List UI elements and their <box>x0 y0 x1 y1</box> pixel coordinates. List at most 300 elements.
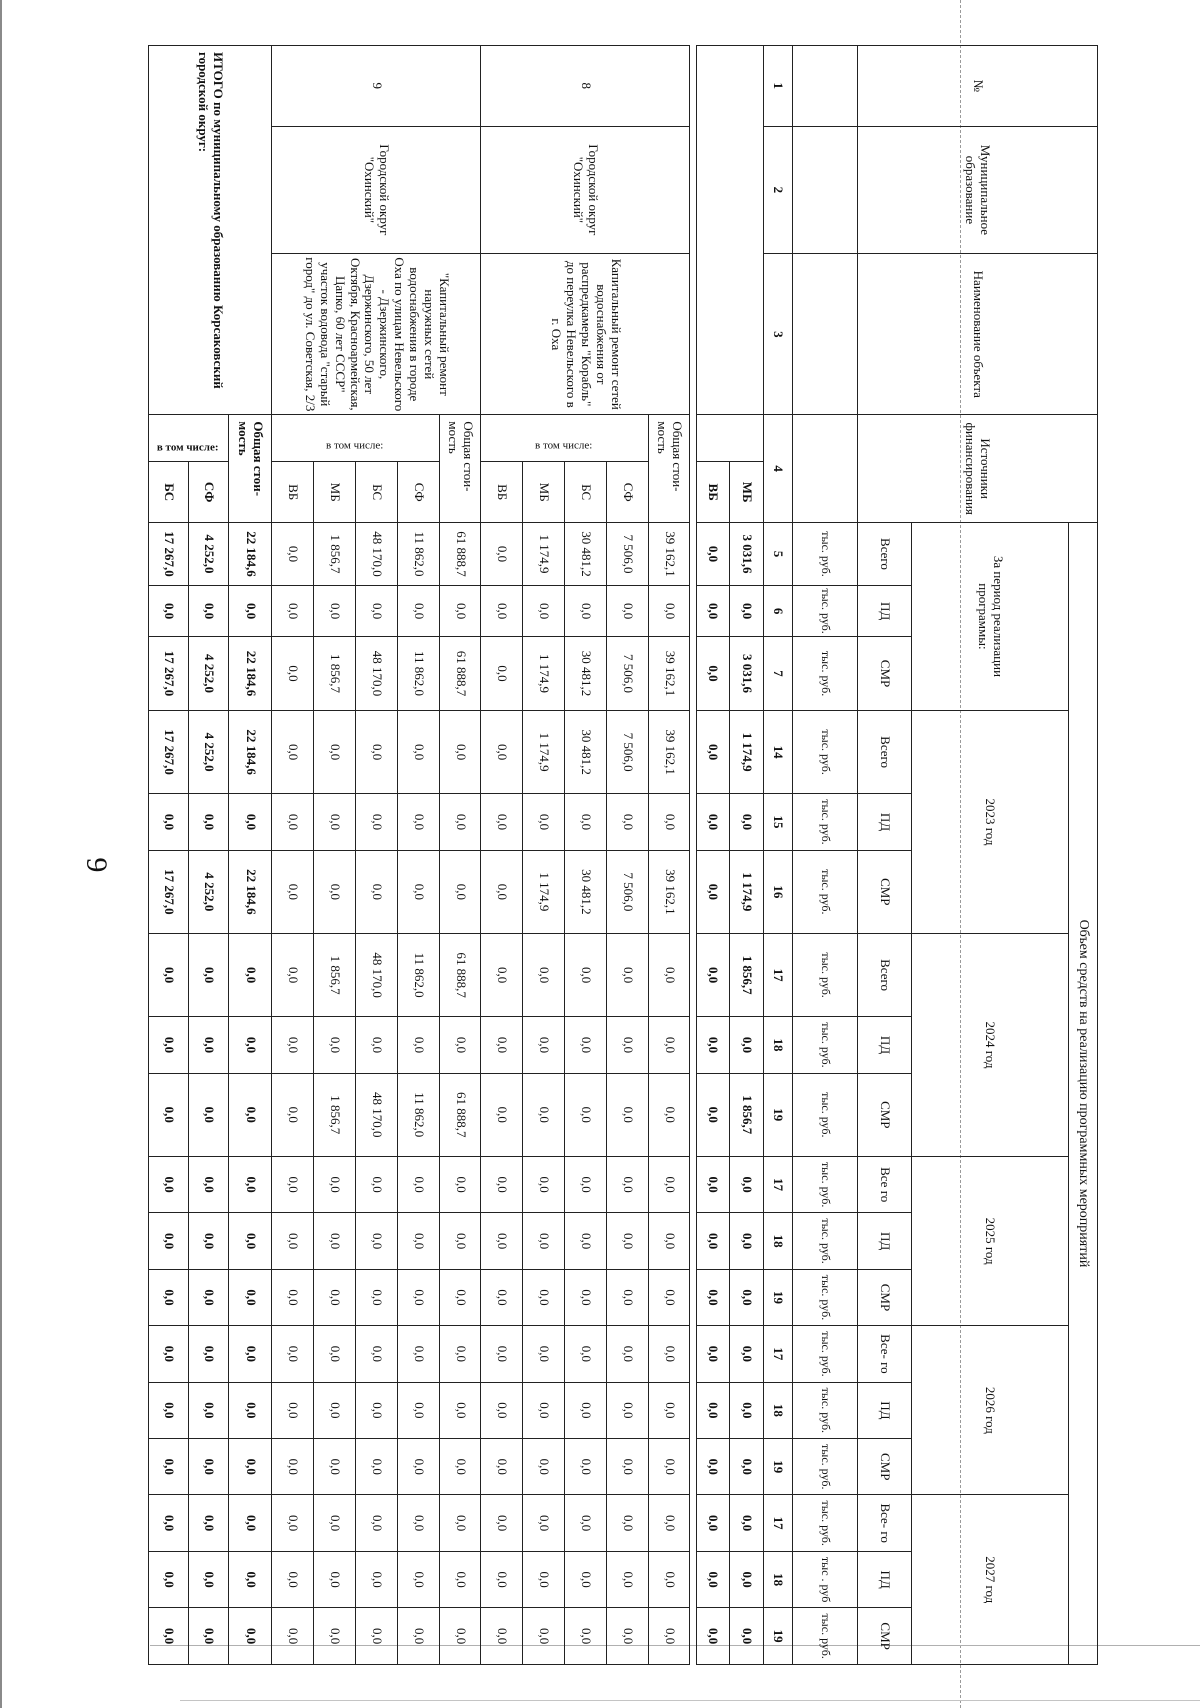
value-cell: 0,0 <box>314 794 356 850</box>
value-cell: 0,0 <box>397 586 439 637</box>
value-cell: 0,0 <box>149 1326 189 1382</box>
value-cell: 0,0 <box>272 1073 314 1156</box>
value-cell: 0,0 <box>272 933 314 1016</box>
value-cell: 0,0 <box>149 933 189 1016</box>
unit-cell: тыс. руб. <box>792 1326 857 1382</box>
value-cell: 0,0 <box>565 933 607 1016</box>
value-cell: 0,0 <box>696 1156 729 1212</box>
value-cell: 0,0 <box>272 1017 314 1073</box>
column-number: 14 <box>763 710 792 793</box>
value-cell: 0,0 <box>730 1213 763 1269</box>
value-cell: 0,0 <box>228 1213 272 1269</box>
header-vsego: Всего <box>857 933 911 1016</box>
column-number: 19 <box>763 1073 792 1156</box>
total-cost-label: Общая стои- мость <box>648 415 690 522</box>
value-cell: 0,0 <box>149 1017 189 1073</box>
units-row <box>792 46 857 1665</box>
value-cell: 7 506,0 <box>606 850 648 933</box>
value-cell: 0,0 <box>439 1156 481 1212</box>
value-cell: 0,0 <box>696 637 729 711</box>
value-cell: 0,0 <box>188 1439 228 1495</box>
value-cell: 30 481,2 <box>565 522 607 585</box>
value-cell: 0,0 <box>397 1156 439 1212</box>
value-cell: 0,0 <box>648 1073 690 1156</box>
value-cell: 0,0 <box>149 1156 189 1212</box>
value-cell: 0,0 <box>149 1439 189 1495</box>
unit-cell: тыс. руб. <box>792 933 857 1016</box>
total-cost-label: Общая стои- мость <box>439 415 481 522</box>
value-cell: 0,0 <box>314 1326 356 1382</box>
value-cell: 0,0 <box>272 1439 314 1495</box>
value-cell: 0,0 <box>696 933 729 1016</box>
value-cell: 0,0 <box>314 1551 356 1607</box>
value-cell: 0,0 <box>228 1608 272 1665</box>
value-cell: 0,0 <box>481 710 523 793</box>
in-that-number-text: в том числе: <box>535 439 593 452</box>
value-cell: 0,0 <box>272 1213 314 1269</box>
value-cell: 0,0 <box>481 1551 523 1607</box>
continuation-cell <box>696 46 763 415</box>
value-cell: 3 031,6 <box>730 522 763 585</box>
value-cell: 0,0 <box>149 1551 189 1607</box>
value-cell: 0,0 <box>481 1439 523 1495</box>
value-cell: 0,0 <box>188 1156 228 1212</box>
value-cell: 0,0 <box>356 1439 398 1495</box>
value-cell: 0,0 <box>272 637 314 711</box>
value-cell: 0,0 <box>606 1551 648 1607</box>
value-cell: 0,0 <box>523 1382 565 1438</box>
value-cell: 0,0 <box>606 1213 648 1269</box>
value-cell: 0,0 <box>606 1439 648 1495</box>
value-cell: 0,0 <box>481 933 523 1016</box>
unit-cell: тыс. руб. <box>792 850 857 933</box>
unit-cell: тыс. руб. <box>792 586 857 637</box>
value-cell: 1 174,9 <box>523 637 565 711</box>
value-cell: 0,0 <box>314 1608 356 1665</box>
value-cell: 0,0 <box>149 1213 189 1269</box>
header-vsego: Все- го <box>857 1326 911 1382</box>
value-cell: 0,0 <box>188 1326 228 1382</box>
column-number: 4 <box>763 415 792 522</box>
value-cell: 4 252,0 <box>188 710 228 793</box>
in-that-number-text: в том числе: <box>326 439 384 452</box>
value-cell: 30 481,2 <box>565 637 607 711</box>
value-cell: 0,0 <box>397 1213 439 1269</box>
value-cell: 0,0 <box>523 1156 565 1212</box>
header-smr: СМР <box>857 1439 911 1495</box>
value-cell: 0,0 <box>606 1326 648 1382</box>
value-cell: 0,0 <box>272 1382 314 1438</box>
value-cell: 0,0 <box>481 1156 523 1212</box>
in-that-number-label <box>272 415 439 462</box>
value-cell: 0,0 <box>730 1382 763 1438</box>
total-cost-label: Общая стои- мость <box>228 415 272 522</box>
value-cell: 0,0 <box>481 637 523 711</box>
value-cell: 0,0 <box>523 1073 565 1156</box>
header-vsego: Все го <box>857 1156 911 1212</box>
value-cell: 0,0 <box>356 1156 398 1212</box>
value-cell: 0,0 <box>565 1608 607 1665</box>
value-cell: 0,0 <box>272 1551 314 1607</box>
value-cell: 1 174,9 <box>523 850 565 933</box>
value-cell: 61 888,7 <box>439 637 481 711</box>
source-cell: БС <box>149 462 189 522</box>
value-cell: 0,0 <box>481 1269 523 1325</box>
value-cell: 0,0 <box>481 522 523 585</box>
value-cell: 0,0 <box>523 1017 565 1073</box>
value-cell: 0,0 <box>730 1495 763 1551</box>
source-cell: МБ <box>730 462 763 522</box>
value-cell: 0,0 <box>648 794 690 850</box>
table-row <box>730 46 763 1665</box>
value-cell: 0,0 <box>523 794 565 850</box>
value-cell: 11 862,0 <box>397 522 439 585</box>
source-cell: СФ <box>606 462 648 522</box>
header-pd: ПД <box>857 1213 911 1269</box>
value-cell: 0,0 <box>188 1551 228 1607</box>
value-cell: 0,0 <box>228 586 272 637</box>
value-cell: 0,0 <box>188 1608 228 1665</box>
table-row <box>648 46 690 1665</box>
value-cell: 0,0 <box>730 1326 763 1382</box>
value-cell: 61 888,7 <box>439 933 481 1016</box>
header-pd: ПД <box>857 1382 911 1438</box>
value-cell: 0,0 <box>439 1439 481 1495</box>
value-cell: 22 184,6 <box>228 710 272 793</box>
value-cell: 61 888,7 <box>439 1073 481 1156</box>
value-cell: 0,0 <box>523 586 565 637</box>
value-cell: 0,0 <box>648 1269 690 1325</box>
value-cell: 0,0 <box>730 1439 763 1495</box>
value-cell: 0,0 <box>188 1495 228 1551</box>
value-cell: 0,0 <box>481 1608 523 1665</box>
value-cell: 3 031,6 <box>730 637 763 711</box>
column-number: 2 <box>763 126 792 254</box>
value-cell: 0,0 <box>730 1017 763 1073</box>
value-cell: 1 856,7 <box>730 933 763 1016</box>
value-cell: 0,0 <box>730 586 763 637</box>
column-number: 15 <box>763 794 792 850</box>
unit-cell: тыс. руб. <box>792 1156 857 1212</box>
value-cell: 0,0 <box>481 1073 523 1156</box>
value-cell: 0,0 <box>439 1495 481 1551</box>
value-cell: 0,0 <box>523 1551 565 1607</box>
value-cell: 1 856,7 <box>314 1073 356 1156</box>
unit-cell: тыс. руб. <box>792 1017 857 1073</box>
value-cell: 0,0 <box>606 1608 648 1665</box>
header-num: № <box>857 46 1097 127</box>
header-smr: СМР <box>857 850 911 933</box>
value-cell: 0,0 <box>481 1017 523 1073</box>
in-that-number-label <box>481 415 648 462</box>
value-cell: 1 856,7 <box>314 933 356 1016</box>
value-cell: 0,0 <box>356 850 398 933</box>
value-cell: 0,0 <box>565 1269 607 1325</box>
value-cell: 0,0 <box>272 850 314 933</box>
value-cell: 0,0 <box>565 1495 607 1551</box>
page-number: 6 <box>80 857 114 873</box>
value-cell: 0,0 <box>397 1551 439 1607</box>
scan-bottom-line-2 <box>180 1700 1200 1701</box>
value-cell: 0,0 <box>606 586 648 637</box>
value-cell: 0,0 <box>606 933 648 1016</box>
value-cell: 0,0 <box>188 586 228 637</box>
value-cell: 0,0 <box>696 1269 729 1325</box>
column-number: 19 <box>763 1608 792 1665</box>
value-cell: 0,0 <box>314 1382 356 1438</box>
continuation-cell <box>696 415 763 462</box>
value-cell: 0,0 <box>439 1551 481 1607</box>
value-cell: 0,0 <box>397 794 439 850</box>
value-cell: 7 506,0 <box>606 637 648 711</box>
value-cell: 0,0 <box>730 794 763 850</box>
source-cell: МБ <box>314 462 356 522</box>
value-cell: 0,0 <box>149 586 189 637</box>
value-cell: 0,0 <box>149 1608 189 1665</box>
value-cell: 0,0 <box>228 1017 272 1073</box>
source-cell: МБ <box>523 462 565 522</box>
value-cell: 0,0 <box>397 1495 439 1551</box>
value-cell: 0,0 <box>272 522 314 585</box>
value-cell: 0,0 <box>439 1269 481 1325</box>
in-that-number-label <box>149 415 229 462</box>
unit-cell: тыс. руб. <box>792 637 857 711</box>
header-municipality: Муниципальное образование <box>857 126 1097 254</box>
value-cell: 0,0 <box>149 1269 189 1325</box>
spacer-cell <box>690 46 696 1665</box>
column-number: 18 <box>763 1213 792 1269</box>
unit-cell: тыс. руб. <box>792 522 857 585</box>
value-cell: 0,0 <box>272 1495 314 1551</box>
value-cell: 0,0 <box>272 1608 314 1665</box>
value-cell: 11 862,0 <box>397 1073 439 1156</box>
value-cell: 0,0 <box>696 1495 729 1551</box>
header-smr: СМР <box>857 1269 911 1325</box>
value-cell: 4 252,0 <box>188 522 228 585</box>
value-cell: 0,0 <box>523 1439 565 1495</box>
value-cell: 0,0 <box>481 1382 523 1438</box>
value-cell: 39 162,1 <box>648 637 690 711</box>
value-cell: 0,0 <box>481 1213 523 1269</box>
header-pd: ПД <box>857 1017 911 1073</box>
unit-cell: тыс. руб. <box>792 794 857 850</box>
value-cell: 0,0 <box>356 1017 398 1073</box>
value-cell: 0,0 <box>648 1382 690 1438</box>
value-cell: 0,0 <box>188 1073 228 1156</box>
value-cell: 0,0 <box>314 710 356 793</box>
value-cell: 0,0 <box>606 1073 648 1156</box>
value-cell: 7 506,0 <box>606 710 648 793</box>
value-cell: 0,0 <box>397 1608 439 1665</box>
unit-cell: тыс. руб. <box>792 1382 857 1438</box>
value-cell: 0,0 <box>188 1269 228 1325</box>
value-cell: 48 170,0 <box>356 637 398 711</box>
value-cell: 11 862,0 <box>397 933 439 1016</box>
unit-cell: тыс. руб. <box>792 710 857 793</box>
value-cell: 11 862,0 <box>397 637 439 711</box>
value-cell: 0,0 <box>314 1269 356 1325</box>
value-cell: 22 184,6 <box>228 637 272 711</box>
value-cell: 39 162,1 <box>648 850 690 933</box>
header-smr: СМР <box>857 1608 911 1665</box>
value-cell: 0,0 <box>565 1439 607 1495</box>
value-cell: 0,0 <box>356 1326 398 1382</box>
value-cell: 48 170,0 <box>356 522 398 585</box>
unit-cell: тыс. руб. <box>792 1073 857 1156</box>
value-cell: 0,0 <box>439 850 481 933</box>
value-cell: 0,0 <box>606 1156 648 1212</box>
value-cell: 22 184,6 <box>228 522 272 585</box>
value-cell: 0,0 <box>523 1213 565 1269</box>
value-cell: 0,0 <box>314 1439 356 1495</box>
value-cell: 0,0 <box>356 1551 398 1607</box>
value-cell: 17 267,0 <box>149 710 189 793</box>
value-cell: 0,0 <box>730 1269 763 1325</box>
value-cell: 0,0 <box>648 1326 690 1382</box>
column-number: 7 <box>763 637 792 711</box>
value-cell: 0,0 <box>523 1326 565 1382</box>
header-pd: ПД <box>857 1551 911 1607</box>
source-cell: ВБ <box>696 462 729 522</box>
column-number: 19 <box>763 1269 792 1325</box>
row-spacer <box>690 46 696 1665</box>
value-cell: 0,0 <box>356 586 398 637</box>
header-2025: 2025 год <box>911 1156 1068 1325</box>
header-pd: ПД <box>857 794 911 850</box>
value-cell: 0,0 <box>314 1156 356 1212</box>
value-cell: 0,0 <box>439 1213 481 1269</box>
value-cell: 0,0 <box>696 1326 729 1382</box>
header-volume: Объем средств на реализацию программных мероприятий <box>1068 522 1097 1664</box>
value-cell: 0,0 <box>648 1213 690 1269</box>
value-cell: 1 174,9 <box>730 850 763 933</box>
value-cell: 0,0 <box>356 1269 398 1325</box>
object-name: "Капитальный ремонт наружных сетей водоснабжения в городе Оха по улицам Невельского - Дзержинского, Дзержинского, 50 лет Октября, Красноармейская, Цапко, 60 лет СССР" участок водовода "старый город" до ул. Советская, 2/3 <box>272 254 481 415</box>
value-cell: 0,0 <box>188 1382 228 1438</box>
value-cell: 0,0 <box>397 710 439 793</box>
value-cell: 0,0 <box>696 1073 729 1156</box>
value-cell: 0,0 <box>188 794 228 850</box>
value-cell: 39 162,1 <box>648 710 690 793</box>
value-cell: 0,0 <box>397 850 439 933</box>
value-cell: 0,0 <box>149 794 189 850</box>
value-cell: 1 174,9 <box>523 710 565 793</box>
header-object: Наименование объекта <box>857 254 1097 415</box>
header-2024: 2024 год <box>911 933 1068 1156</box>
header-smr: СМР <box>857 1073 911 1156</box>
value-cell: 0,0 <box>696 1017 729 1073</box>
value-cell: 0,0 <box>228 933 272 1016</box>
object-municipality: Городской округ "Охинский" <box>481 126 690 254</box>
value-cell: 0,0 <box>188 1213 228 1269</box>
value-cell: 0,0 <box>149 1073 189 1156</box>
budget-table <box>148 45 1098 1665</box>
value-cell: 0,0 <box>481 794 523 850</box>
value-cell: 0,0 <box>228 1382 272 1438</box>
value-cell: 0,0 <box>188 1017 228 1073</box>
column-number: 18 <box>763 1017 792 1073</box>
value-cell: 0,0 <box>149 1495 189 1551</box>
header-vsego: Всего <box>857 522 911 585</box>
value-cell: 30 481,2 <box>565 710 607 793</box>
column-number: 16 <box>763 850 792 933</box>
value-cell: 0,0 <box>356 794 398 850</box>
value-cell: 0,0 <box>481 1326 523 1382</box>
value-cell: 0,0 <box>439 1382 481 1438</box>
value-cell: 0,0 <box>439 1608 481 1665</box>
value-cell: 0,0 <box>272 1269 314 1325</box>
rotated-table-wrapper <box>148 45 1098 1665</box>
value-cell: 0,0 <box>314 586 356 637</box>
value-cell: 48 170,0 <box>356 1073 398 1156</box>
header-vsego: Всего <box>857 710 911 793</box>
value-cell: 0,0 <box>188 933 228 1016</box>
value-cell: 0,0 <box>606 1495 648 1551</box>
value-cell: 0,0 <box>481 850 523 933</box>
in-that-number-text: в том числе: <box>156 441 219 454</box>
value-cell: 30 481,2 <box>565 850 607 933</box>
unit-cell: тыс. руб. <box>792 1608 857 1665</box>
value-cell: 0,0 <box>481 1495 523 1551</box>
column-number: 18 <box>763 1382 792 1438</box>
value-cell: 0,0 <box>397 1017 439 1073</box>
value-cell: 0,0 <box>439 710 481 793</box>
scan-edge-line <box>0 0 2 1708</box>
column-number: 1 <box>763 46 792 127</box>
source-cell: БС <box>356 462 398 522</box>
object-number: 9 <box>272 46 481 127</box>
value-cell: 0,0 <box>523 1608 565 1665</box>
value-cell: 0,0 <box>397 1269 439 1325</box>
value-cell: 0,0 <box>228 1439 272 1495</box>
value-cell: 0,0 <box>523 1269 565 1325</box>
value-cell: 0,0 <box>696 710 729 793</box>
value-cell: 22 184,6 <box>228 850 272 933</box>
table-body <box>149 46 1098 1665</box>
column-number: 3 <box>763 254 792 415</box>
value-cell: 0,0 <box>606 1017 648 1073</box>
value-cell: 0,0 <box>228 1073 272 1156</box>
value-cell: 0,0 <box>565 1213 607 1269</box>
column-number: 17 <box>763 933 792 1016</box>
header-pd: ПД <box>857 586 911 637</box>
value-cell: 0,0 <box>606 1382 648 1438</box>
itogo-label: ИТОГО по муниципальному образованию Корсаковский городской округ: <box>149 46 272 415</box>
value-cell: 0,0 <box>356 1382 398 1438</box>
value-cell: 0,0 <box>565 1382 607 1438</box>
value-cell: 0,0 <box>648 1551 690 1607</box>
value-cell: 0,0 <box>481 586 523 637</box>
column-number: 6 <box>763 586 792 637</box>
value-cell: 0,0 <box>696 586 729 637</box>
value-cell: 0,0 <box>565 586 607 637</box>
value-cell: 0,0 <box>149 1382 189 1438</box>
value-cell: 0,0 <box>397 1439 439 1495</box>
table-row <box>439 46 481 1665</box>
unit-cell: тыс . руб <box>792 1551 857 1607</box>
column-number-row <box>763 46 792 1665</box>
value-cell: 0,0 <box>272 710 314 793</box>
value-cell: 1 174,9 <box>523 522 565 585</box>
column-number: 17 <box>763 1156 792 1212</box>
value-cell: 0,0 <box>356 1608 398 1665</box>
value-cell: 0,0 <box>648 1017 690 1073</box>
value-cell: 0,0 <box>228 1326 272 1382</box>
column-number: 5 <box>763 522 792 585</box>
column-number: 18 <box>763 1551 792 1607</box>
value-cell: 0,0 <box>648 586 690 637</box>
value-cell: 0,0 <box>696 1213 729 1269</box>
